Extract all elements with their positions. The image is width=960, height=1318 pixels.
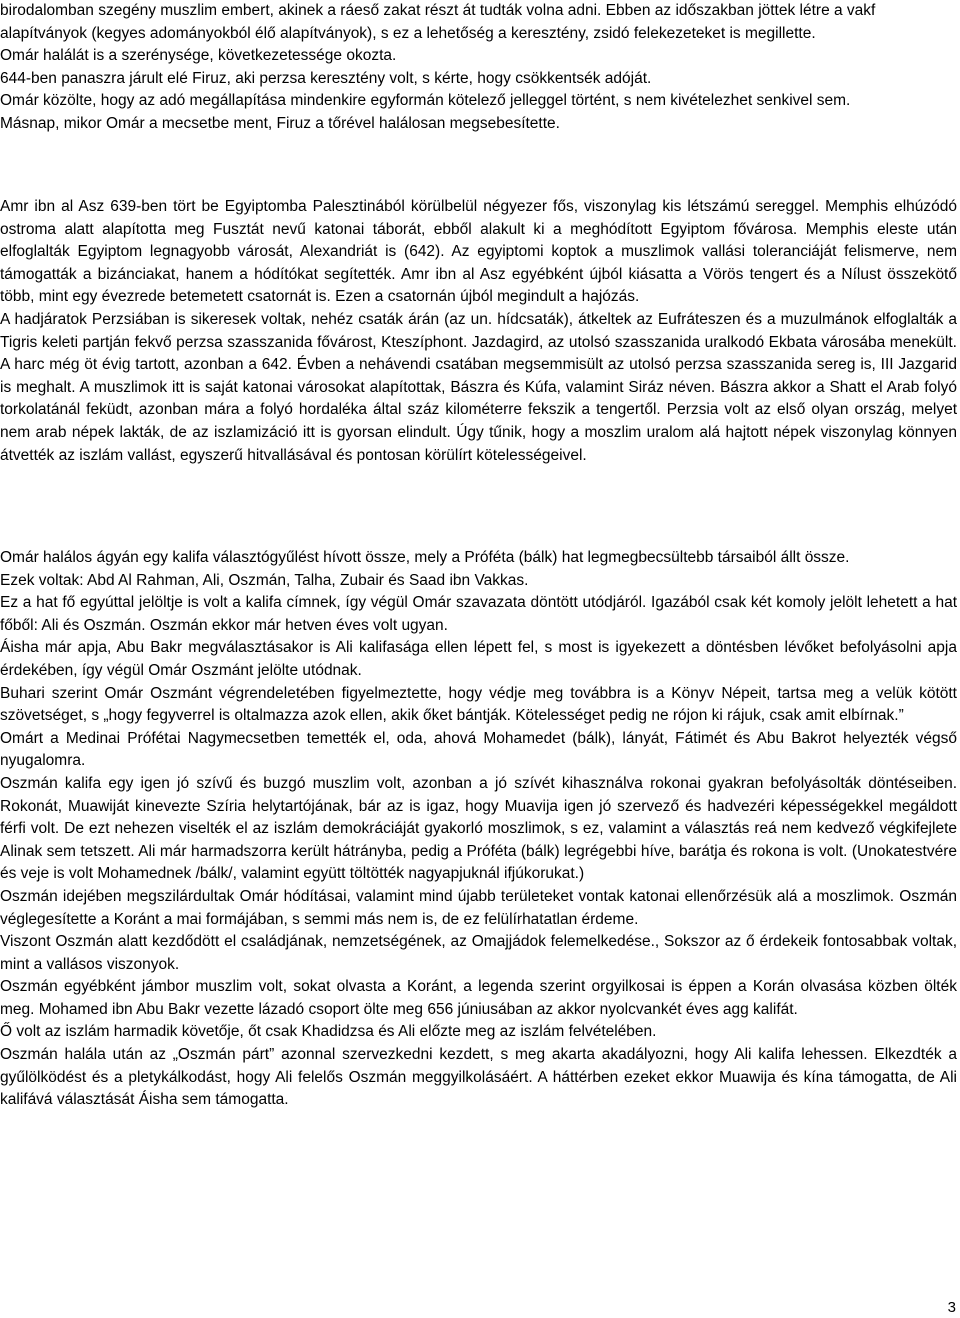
paragraph: Oszmán idejében megszilárdultak Omár hódításai, valamint mind újabb területeket vontak katonai ellenőrzésük alá a moszlimok. Oszmán véglegesítette a Koránt a mai formájában, s semmi más nem is, de ez felülírhatatlan érdeme. <box>0 887 957 928</box>
paragraph: birodalomban szegény muszlim embert, akinek a ráeső zakat részt át tudták volna adni. Ebben az időszakban jöttek létre a vakf alapítványok (kegyes adományokból élő alapítványok), s ez a lehetőség a keresztény, zsidó felekezeteket is megillette. <box>0 2 876 42</box>
paragraph: Omárt a Medinai Prófétai Nagymecsetben temették el, oda, ahová Mohamedet (bálk), lányát, Fátimét és Abu Bakrot helyezték végső nyugalomra. <box>0 729 957 770</box>
paragraph: Omár közölte, hogy az adó megállapítása mindenkire egyformán kötelező jelleggel történt, s nem kivételezhet senkivel sem. <box>0 92 851 110</box>
page-number: 3 <box>947 1299 956 1316</box>
succession-section <box>0 547 957 1112</box>
paragraph: Ezek voltak: Abd Al Rahman, Ali, Oszmán, Talha, Zubair és Saad ibn Vakkas. <box>0 571 529 589</box>
paragraph: Oszmán kalifa egy igen jó szívű és buzgó muszlim volt, azonban a jó szívét kihasználva rokonai gyakran befolyásolták döntéseiben. Rokonát, Muawiját kinevezte Szíria helytartójának, bár az is igaz, hogy Muavija igen jó szervező és hadvezéri képességekkel megáldott férfi volt. De ezt nehezen viselték el az iszlám demokráciáját gyakorló moszlimok, s ez, valamint a választás reá nem kedvező végkifejlete Alinak sem tetszett. Ali már harmadszorra került hátrányba, pedig a Próféta (bálk) legrégebbi híve, barátja és rokona is volt. (Unokatestvére és veje is volt Mohamednek /bálk/, valamint együtt töltötték nagyapjuknál ifjúkorukat.) <box>0 774 957 883</box>
paragraph: Oszmán halála után az „Oszmán párt” azonnal szervezkedni kezdett, s meg akarta akadályozni, hogy Ali kalifa lehessen. Elkezdték a gyűlölködést és a pletykálkodást, hogy Ali felelős Oszmán meggyilkolásáért. A háttérben ezeket ekkor Muawija és kína támogatta, de Ali kalifává választását Áisha sem támogatta. <box>0 1046 957 1109</box>
paragraph: A hadjáratok Perzsiában is sikeresek voltak, nehéz csaták árán (az un. hídcsaták), átkeltek az Eufráteszen és a muzulmánok elfoglalták a Tigris keleti partján fekvő perzsa szasszanida fővárost, Kteszíphont. Jazdagird, az utolsó szasszanida uralkodó Ekbata városába menekült. A harc még öt évig tartott, azonban a 642. Évben a nehávendi csatában megsemmisült az utolsó perzsa szasszanida sereg is, III Jazgarid is meghalt. A muszlimok itt is saját katonai városokat alapítottak, Bászra és Kúfa, valamint Siráz néven. Bászra akkor a Shatt el Arab folyó torkolatánál feküdt, azonban mára a folyó hordaléka által száz kilométerre fekszik a tengertől. Perzsia volt az első olyan ország, melyet nem arab népek lakták, de az iszlamizáció itt is gyorsan elindult. Úgy tűnik, hogy a moszlim uralom alá hajtott népek viszonylag könnyen átvették az iszlám vallást, egyszerű hitvallásával és pontosan körülírt kötelességeivel. <box>0 310 957 464</box>
paragraph: Oszmán egyébként jámbor muszlim volt, sokat olvasta a Koránt, a legenda szerint orgyilkosai is éppen a Korán olvasása közben ölték meg. Mohamed ibn Abu Bakr vezette lázadó csoport ölte meg 656 júniusában az akkor nyolcvankét éves agg kalifát. <box>0 978 957 1018</box>
paragraph: 644-ben panaszra járult elé Firuz, aki perzsa keresztény volt, s kérte, hogy csökkentsék adóját. <box>0 69 652 87</box>
paragraph: Buhari szerint Omár Oszmánt végrendeletében figyelmeztette, hogy védje meg továbbra is a Könyv Népeit, tartsa meg a velük kötött szövetséget, s „hogy fegyverrel is oltalmazza azok ellen, akik őket bántják. Kötelességet pedig ne rójon ki rájuk, csak amit elbírnak.” <box>0 684 957 725</box>
paragraph: Viszont Oszmán alatt kezdődött el családjának, nemzetségének, az Omajjádok felemelkedése., Sokszor az ő érdekeik fontosabbak voltak, mint a vallásos viszonyok. <box>0 933 957 973</box>
paragraph: Ő volt az iszlám harmadik követője, őt csak Khadidzsa és Ali előzte meg az iszlám felvételében. <box>0 1023 657 1041</box>
paragraph: Amr ibn al Asz 639-ben tört be Egyiptomba Palesztinából körülbelül négyezer fős, viszonylag kis létszámú sereggel. Memphis elhúzódó ostroma alatt alapította meg Fusztát nevű katonai táborát, ebből alakult ki a meghódított Egyiptom fővárosa. Memphis eleste után elfoglalták Egyiptom legnagyobb városát, Alexandriát is (642). Az egyiptomi koptok a muszlimok vallási toleranciáját felismerve, nem támogatták a bizánciakat, hanem a hódítókat segítették. Amr ibn al Asz egyébként újból kiásatta a Vörös tengert és a Nílust összekötő több, mint egy évezrede betemetett csatornát is. Ezen a csatornán újból megindult a hajózás. <box>0 198 957 306</box>
paragraph: Ez a hat fő egyúttal jelöltje is volt a kalifa címnek, így végül Omár szavazata döntött utódjáról. Igazából csak két komoly jelölt lehetett a hat főből: Ali és Oszmán. Oszmán ekkor már hetven éves volt ugyan. <box>0 594 957 634</box>
paragraph: Omár halálát is a szerénysége, következetessége okozta. <box>0 47 397 65</box>
paragraph: Áisha már apja, Abu Bakr megválasztásakor is Ali kalifasága ellen lépett fel, s most is igyekezett a döntésben lévőket befolyásolni apja érdekében, így végül Omár Oszmánt jelölte utódnak. <box>0 639 957 679</box>
paragraph: Másnap, mikor Omár a mecsetbe ment, Firuz a tőrével halálosan megsebesítette. <box>0 114 560 132</box>
paragraph: Omár halálos ágyán egy kalifa választógyűlést hívott össze, mely a Próféta (bálk) hat legmegbecsültebb társaiból állt össze. <box>0 549 850 566</box>
conquest-section <box>0 196 957 467</box>
intro-section <box>0 0 957 136</box>
